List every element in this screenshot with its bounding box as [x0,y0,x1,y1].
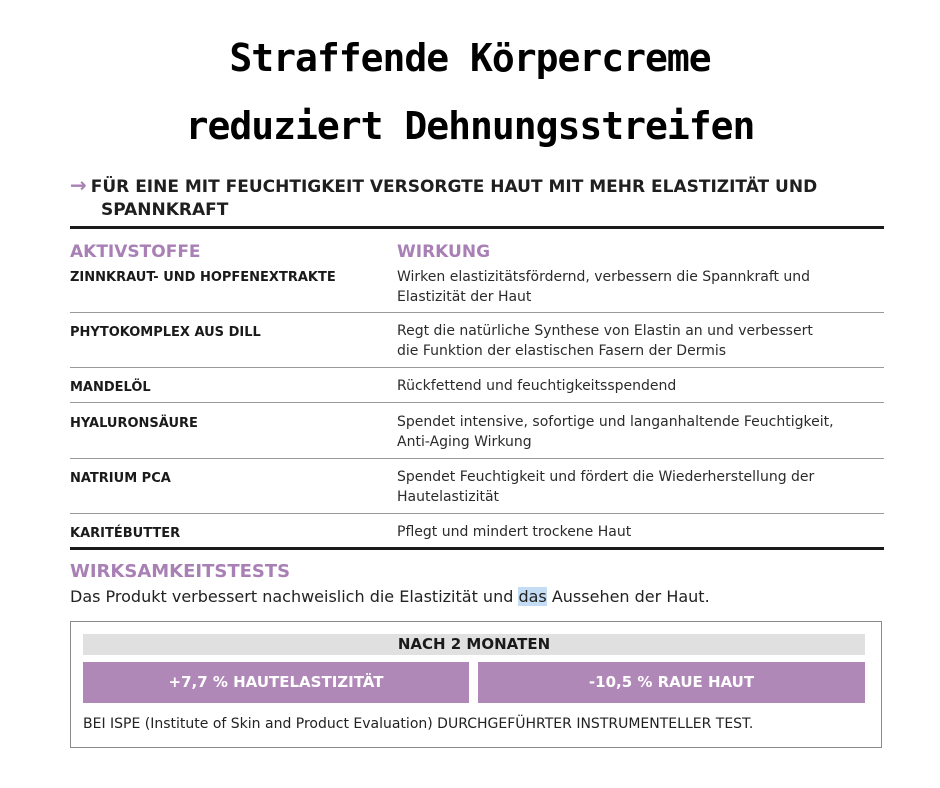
header-ingredients: AKTIVSTOFFE [70,242,201,262]
row-divider [70,458,884,459]
selected-text-highlight[interactable]: das [518,587,547,606]
test-period-band: NACH 2 MONATEN [83,634,865,655]
ingredient-effect [397,376,867,396]
results-box [70,621,882,748]
claim-subtitle-line-2: SPANNKRAFT [101,200,229,220]
ingredient-effect-line: Anti-Aging Wirkung [397,434,532,450]
result-rough-skin: -10,5 % RAUE HAUT [478,662,865,703]
ingredient-effect-line: Elastizität der Haut [397,289,532,305]
ingredient-effect-line: die Funktion der elastischen Fasern der Dermis [397,343,727,359]
ingredient-name: NATRIUM PCA [70,471,171,486]
row-divider [70,367,884,368]
ingredient-effect-line: Spendet Feuchtigkeit und fördert die Wiederherstellung der [397,469,815,485]
product-title-line-1: Straffende Körpercreme [229,36,711,80]
efficacy-text-end: Aussehen der Haut. [546,587,710,606]
ingredient-name: HYALURONSÄURE [70,416,198,431]
table-top-rule [70,226,884,229]
row-divider [70,513,884,514]
claim-subtitle-line-1: FÜR EINE MIT FEUCHTIGKEIT VERSORGTE HAUT MIT MEHR ELASTIZITÄT UND [90,177,818,197]
ingredient-effect-line: Pflegt und mindert trockene Haut [397,524,632,540]
ingredient-name: MANDELÖL [70,380,151,395]
row-divider [70,312,884,313]
ingredient-name: KARITÉBUTTER [70,526,181,541]
ingredient-effect-line: Hautelastizität [397,489,500,505]
ingredient-effect [397,321,867,361]
claim-subtitle [70,174,890,222]
ingredient-effect [397,412,867,452]
ingredient-effect [397,467,867,507]
ingredient-name: PHYTOKOMPLEX AUS DILL [70,325,261,340]
product-title-line-2: reduziert Dehnungsstreifen [185,104,755,148]
efficacy-text-start: Das Produkt verbessert nachweislich die Elastizität und [70,587,519,606]
arrow-right-icon: → [70,173,87,197]
ingredient-effect-line: Regt die natürliche Synthese von Elastin an und verbessert [397,323,813,339]
ingredient-effect-line: Rückfettend und feuchtigkeitsspendend [397,378,677,394]
row-divider [70,402,884,403]
header-effect: WIRKUNG [397,242,491,262]
table-bottom-rule [70,547,884,550]
test-footnote: BEI ISPE (Institute of Skin and Product Evaluation) DURCHGEFÜHRTER INSTRUMENTELLER TEST. [83,716,754,732]
ingredient-effect-line: Spendet intensive, sofortige und langanhaltende Feuchtigkeit, [397,414,834,430]
result-elasticity: +7,7 % HAUTELASTIZITÄT [83,662,469,703]
ingredient-name: ZINNKRAUT- UND HOPFENEXTRAKTE [70,270,336,285]
ingredient-effect-line: Wirken elastizitätsfördernd, verbessern die Spannkraft und [397,269,811,285]
ingredient-effect [397,267,867,307]
efficacy-statement [70,587,710,606]
efficacy-title: WIRKSAMKEITSTESTS [70,561,291,582]
ingredient-effect [397,522,867,542]
